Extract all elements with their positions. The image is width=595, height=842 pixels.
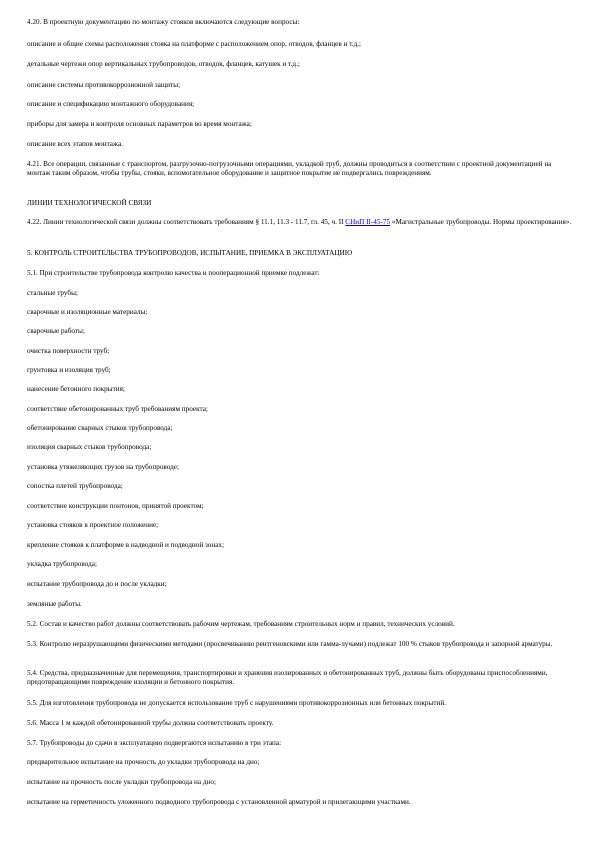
paragraph-text: 4.22. Линии технологической связи должны соответствовать требованиям § 11.1, 11.3 - 11.7, гл. 45, ч. II — [27, 218, 346, 226]
list-item: нанесение бетонного покрытия; — [27, 385, 125, 393]
list-item: испытание на герметичность уложенного подводного трубопровода с установленной арматурой и прилегающими участками. — [27, 798, 411, 806]
paragraph-5-1: 5.1. При строительстве трубопровода контролю качества и пооперационной приемке подлежат: — [27, 269, 320, 277]
list-item: земляные работы. — [27, 600, 82, 608]
paragraph-4-22 — [27, 218, 575, 227]
list-item: описание и общие схемы расположения стояка на платформе с расположением опор, отводов, фланцев и т.д.; — [27, 40, 362, 48]
paragraph-5-6: 5.6. Масса 1 м каждой обетонированной трубы должна соответствовать проекту. — [27, 719, 274, 727]
paragraph-4-20: 4.20. В проектную документацию по монтажу стояков включаются следующие вопросы: — [27, 18, 300, 26]
chapter-heading: 5. КОНТРОЛЬ СТРОИТЕЛЬСТВА ТРУБОПРОВОДОВ, ИСПЫТАНИЕ, ПРИЕМКА В ЭКСПЛУАТАЦИЮ — [27, 249, 353, 257]
paragraph-5-2: 5.2. Состав и качество работ должны соответствовать рабочим чертежам, требованиям строительных норм и правил, технических условий. — [27, 620, 455, 628]
list-item: описание всех этапов монтажа. — [27, 140, 123, 148]
list-item: стальные трубы; — [27, 289, 78, 297]
list-item: сварочные и изоляционные материалы; — [27, 308, 148, 316]
paragraph-4-21: 4.21. Все операции, связанные с транспортом, разгрузочно-погрузочными операциями, укладкой труб, должны проводиться в соответствии с проектной документацией на монтаж таким образом, чтобы трубы, стояки, вспомогательное оборудование и защитное покрытие не подвергались повреждениям. — [27, 160, 552, 177]
list-item: соответствие обетонированных труб требованиям проекта; — [27, 405, 208, 413]
paragraph-5-5: 5.5. Для изготовления трубопровода не допускается использование труб с нарушениями противокоррозионных или бетонных покрытий. — [27, 699, 446, 707]
list-item: установка стояков в проектное положение; — [27, 521, 159, 529]
list-item: испытание трубопровода до и после укладки; — [27, 580, 167, 588]
list-item: сварочные работы; — [27, 327, 85, 335]
paragraph-text: «Магистральные трубопроводы. Нормы проектирования». — [390, 218, 572, 226]
list-item: обетонирование сварных стыков трубопровода; — [27, 424, 173, 432]
snip-link[interactable]: СНиП II-45-75 — [345, 218, 391, 226]
list-item: испытание на прочность после укладки трубопровода на дно; — [27, 778, 216, 786]
list-item: установка утяжеляющих грузов на трубопроводе; — [27, 463, 179, 471]
list-item: грунтовка и изоляция труб; — [27, 366, 111, 374]
list-item: приборы для замера и контроля основных параметров во время монтажа; — [27, 120, 252, 128]
section-heading: ЛИНИИ ТЕХНОЛОГИЧЕСКОЙ СВЯЗИ — [27, 199, 152, 207]
list-item: очистка поверхности труб; — [27, 347, 110, 355]
paragraph-5-4: 5.4. Средства, предназначенные для перемещения, транспортировки и хранения изолированных и обетонированных труб, должны быть оборудованы приспособлениями, предотвращающими повреждение изоляции и бетонного покрытия. — [27, 669, 548, 686]
list-item: сопостка плетей трубопровода; — [27, 482, 123, 490]
list-item: укладка трубопровода; — [27, 560, 97, 568]
list-item: предварительное испытание на прочность до укладки трубопровода на дно; — [27, 758, 260, 766]
list-item: крепление стояков к платформе в надводной и подводной зонах; — [27, 541, 225, 549]
list-item: описание системы противокоррозионной защиты; — [27, 81, 181, 89]
list-item: соответствие конструкции понтонов, принятой проектом; — [27, 502, 204, 510]
list-item: описание и спецификацию монтажного оборудования; — [27, 100, 195, 108]
paragraph-5-3: 5.3. Контролю неразрушающими физическими методами (просвечиванию рентгеновскими или гамма-лучами) подлежат 100 % стыков трубопровода и запорной арматуры. — [27, 640, 553, 648]
list-item: детальные чертежи опор вертикальных трубопроводов, отводов, фланцев, катушек и т.д.; — [27, 60, 300, 68]
paragraph-5-7: 5.7. Трубопроводы до сдачи в эксплуатацию подвергаются испытанию в три этапа: — [27, 739, 282, 747]
list-item: изоляция сварных стыков трубопровода; — [27, 443, 152, 451]
